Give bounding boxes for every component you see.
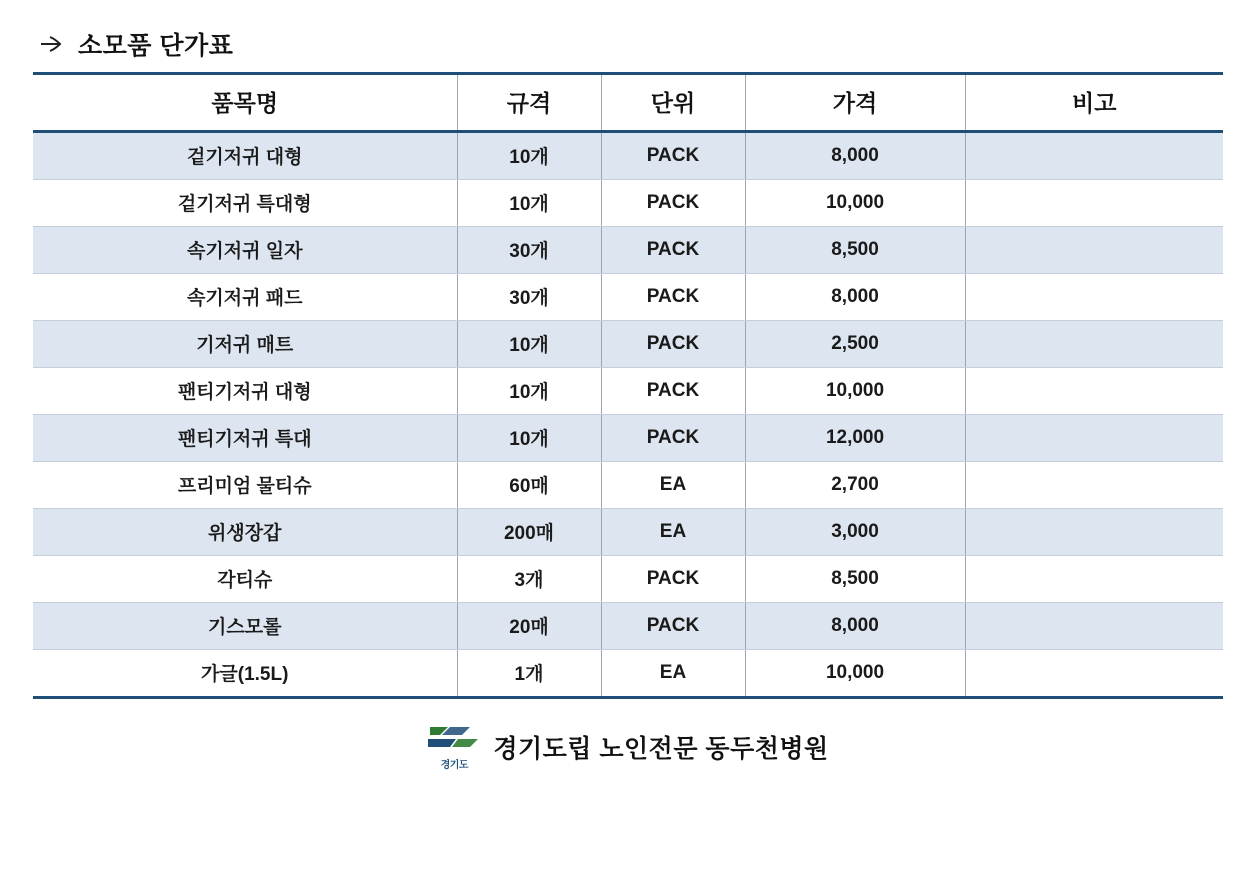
cell-spec: 10개 <box>457 132 601 180</box>
cell-price: 10,000 <box>745 650 965 698</box>
page-title-row <box>30 26 1224 62</box>
cell-unit: PACK <box>601 603 745 650</box>
table-header <box>33 74 1223 132</box>
logo-caption: 경기도 <box>440 760 469 771</box>
cell-item: 기스모롤 <box>33 603 457 650</box>
table-row <box>33 650 1223 698</box>
cell-unit: EA <box>601 650 745 698</box>
cell-note <box>965 650 1223 698</box>
cell-spec: 10개 <box>457 415 601 462</box>
cell-note <box>965 132 1223 180</box>
footer <box>30 721 1224 773</box>
cell-price: 8,000 <box>745 603 965 650</box>
cell-price: 8,000 <box>745 132 965 180</box>
consumables-price-table <box>33 72 1223 699</box>
cell-spec: 10개 <box>457 180 601 227</box>
table-row <box>33 415 1223 462</box>
table-row <box>33 368 1223 415</box>
column-header-spec: 규격 <box>457 74 601 132</box>
cell-unit: PACK <box>601 180 745 227</box>
cell-spec: 20매 <box>457 603 601 650</box>
cell-unit: PACK <box>601 321 745 368</box>
cell-note <box>965 509 1223 556</box>
cell-price: 2,500 <box>745 321 965 368</box>
cell-item: 겉기저귀 대형 <box>33 132 457 180</box>
cell-note <box>965 415 1223 462</box>
table-header-row <box>33 74 1223 132</box>
page-title: 소모품 단가표 <box>78 32 234 60</box>
cell-item: 기저귀 매트 <box>33 321 457 368</box>
cell-item: 팬티기저귀 대형 <box>33 368 457 415</box>
cell-price: 10,000 <box>745 368 965 415</box>
cell-item: 속기저귀 일자 <box>33 227 457 274</box>
cell-unit: PACK <box>601 227 745 274</box>
cell-note <box>965 556 1223 603</box>
cell-unit: PACK <box>601 415 745 462</box>
table-row <box>33 227 1223 274</box>
table-row <box>33 321 1223 368</box>
cell-price: 10,000 <box>745 180 965 227</box>
cell-price: 8,500 <box>745 556 965 603</box>
table-row <box>33 462 1223 509</box>
column-header-unit: 단위 <box>601 74 745 132</box>
cell-spec: 30개 <box>457 274 601 321</box>
cell-unit: PACK <box>601 368 745 415</box>
organization-name: 경기도립 노인전문 동두천병원 <box>493 735 829 763</box>
cell-note <box>965 321 1223 368</box>
table-row <box>33 509 1223 556</box>
cell-price: 8,000 <box>745 274 965 321</box>
cell-item: 위생장갑 <box>33 509 457 556</box>
table-row <box>33 180 1223 227</box>
cell-item: 프리미엄 물티슈 <box>33 462 457 509</box>
arrow-bullet-icon <box>38 33 64 55</box>
cell-item: 겉기저귀 특대형 <box>33 180 457 227</box>
column-header-note: 비고 <box>965 74 1223 132</box>
cell-item: 가글(1.5L) <box>33 650 457 698</box>
cell-spec: 200매 <box>457 509 601 556</box>
cell-unit: PACK <box>601 556 745 603</box>
cell-unit: PACK <box>601 274 745 321</box>
column-header-price: 가격 <box>745 74 965 132</box>
cell-item: 팬티기저귀 특대 <box>33 415 457 462</box>
column-header-item: 품목명 <box>33 74 457 132</box>
table-body <box>33 132 1223 698</box>
cell-spec: 10개 <box>457 368 601 415</box>
cell-note <box>965 227 1223 274</box>
cell-unit: PACK <box>601 132 745 180</box>
table-row <box>33 603 1223 650</box>
cell-unit: EA <box>601 462 745 509</box>
cell-price: 3,000 <box>745 509 965 556</box>
cell-note <box>965 368 1223 415</box>
cell-price: 12,000 <box>745 415 965 462</box>
cell-spec: 30개 <box>457 227 601 274</box>
cell-item: 속기저귀 패드 <box>33 274 457 321</box>
cell-spec: 3개 <box>457 556 601 603</box>
cell-price: 2,700 <box>745 462 965 509</box>
gyeonggi-do-logo-icon <box>425 721 483 773</box>
cell-note <box>965 274 1223 321</box>
cell-price: 8,500 <box>745 227 965 274</box>
cell-spec: 60매 <box>457 462 601 509</box>
cell-unit: EA <box>601 509 745 556</box>
table-row <box>33 556 1223 603</box>
cell-spec: 1개 <box>457 650 601 698</box>
table-row <box>33 132 1223 180</box>
cell-note <box>965 462 1223 509</box>
cell-note <box>965 603 1223 650</box>
table-row <box>33 274 1223 321</box>
cell-note <box>965 180 1223 227</box>
cell-spec: 10개 <box>457 321 601 368</box>
cell-item: 각티슈 <box>33 556 457 603</box>
